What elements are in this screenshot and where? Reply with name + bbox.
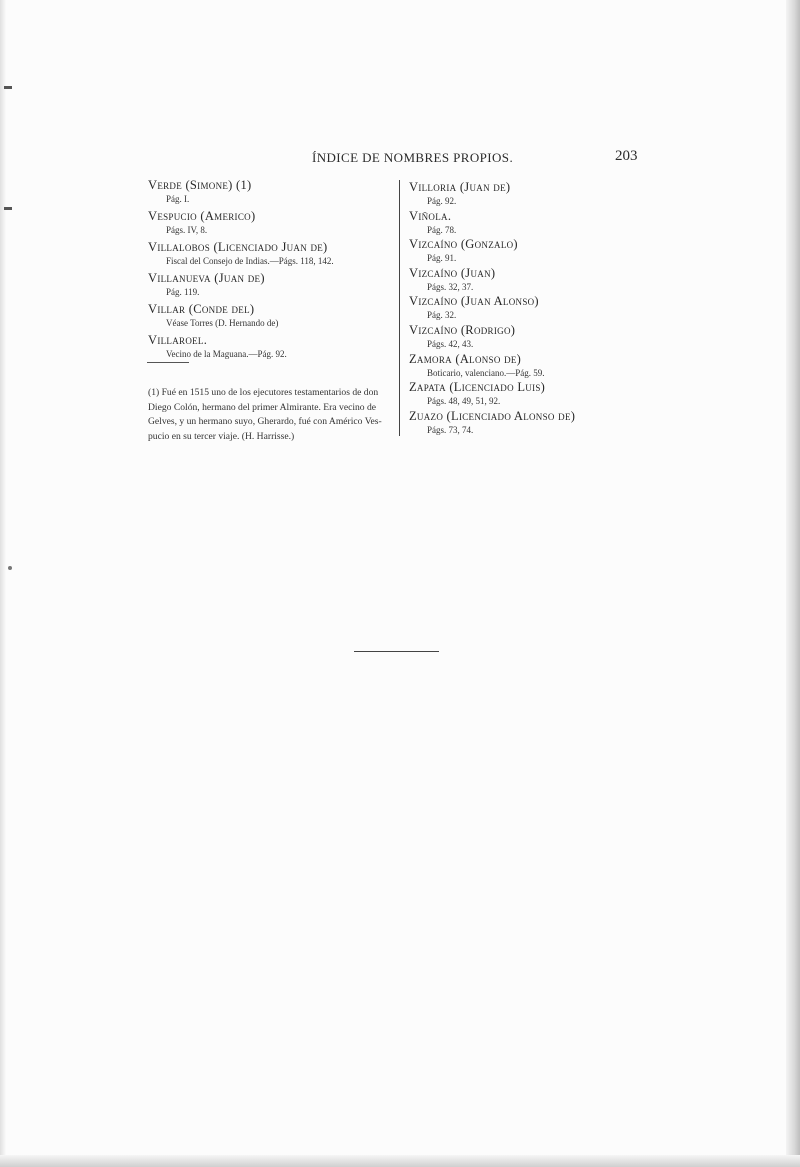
index-entry	[148, 271, 393, 302]
entry-name: Vizcaíno (Juan)	[409, 265, 496, 280]
entry-reference: Pág. 32.	[427, 310, 457, 321]
entry-reference: Pág. 91.	[427, 253, 457, 264]
footnote-line: pucio en su tercer viaje. (H. Harrisse.)	[148, 430, 295, 442]
running-head	[0, 150, 800, 170]
entry-name: Villalobos (Licenciado Juan de)	[148, 240, 328, 254]
page-right-edge	[786, 0, 800, 1167]
entry-name: Zamora (Alonso de)	[409, 351, 522, 366]
entry-reference: Véase Torres (D. Hernando de)	[166, 318, 279, 328]
entry-reference: Págs. IV, 8.	[166, 225, 208, 235]
paper-speck	[8, 566, 12, 570]
entry-reference: Pág. 78.	[427, 224, 457, 235]
footnote-line: Diego Colón, hermano del primer Almirante. Era vecino de	[148, 401, 377, 413]
binding-mark	[4, 207, 12, 210]
index-entry	[409, 323, 639, 352]
index-entry	[409, 352, 639, 381]
index-entry	[148, 302, 393, 333]
entry-reference: Págs. 48, 49, 51, 92.	[427, 396, 501, 407]
page-bottom-edge	[0, 1155, 800, 1167]
entry-name: Viñola.	[409, 208, 452, 223]
entry-reference: Fiscal del Consejo de Indias.—Págs. 118, 142.	[166, 256, 334, 266]
entry-reference: Boticario, valenciano.—Pág. 59.	[427, 367, 545, 378]
entry-name: Villanueva (Juan de)	[148, 271, 265, 285]
index-entry	[148, 240, 393, 271]
entry-reference: Vecino de la Maguana.—Pág. 92.	[166, 349, 287, 359]
running-title: ÍNDICE DE NOMBRES PROPIOS.	[312, 150, 514, 165]
index-entry	[148, 333, 393, 364]
entry-reference: Págs. 32, 37.	[427, 281, 474, 292]
index-entry	[409, 209, 639, 238]
index-left-column	[148, 178, 393, 364]
index-entry	[409, 266, 639, 295]
entry-name: Zuazo (Licenciado Alonso de)	[409, 408, 576, 423]
footnote-line: (1) Fué en 1515 uno de los ejecutores testamentarios de don	[148, 387, 379, 398]
entry-name: Vizcaíno (Gonzalo)	[409, 237, 518, 252]
footnote	[148, 386, 388, 444]
index-entry	[409, 409, 639, 438]
index-entry	[409, 180, 639, 209]
entry-reference: Págs. 42, 43.	[427, 338, 474, 349]
binding-mark	[4, 86, 12, 89]
footnote-rule	[147, 362, 189, 363]
entry-reference: Págs. 73, 74.	[427, 424, 474, 435]
entry-reference: Pág. I.	[166, 194, 190, 204]
entry-name: Villoria (Juan de)	[409, 180, 511, 194]
index-entry	[148, 209, 393, 240]
index-entry	[148, 178, 393, 209]
entry-reference: Pág. 119.	[166, 287, 200, 297]
entry-name: Zapata (Licenciado Luis)	[409, 380, 546, 395]
index-entry	[409, 237, 639, 266]
index-entry	[409, 380, 639, 409]
index-entry	[409, 294, 639, 323]
entry-name: Villaroel.	[148, 333, 208, 347]
column-divider	[399, 180, 400, 436]
footnote-line: Gelves, y un hermano suyo, Gherardo, fué con Américo Ves-	[148, 416, 382, 427]
entry-name: Vizcaíno (Rodrigo)	[409, 322, 516, 337]
entry-name: Villar (Conde del)	[148, 302, 255, 316]
entry-name: Vizcaíno (Juan Alonso)	[409, 294, 539, 309]
entry-reference: Pág. 92.	[427, 196, 457, 206]
index-right-column	[409, 180, 639, 437]
entry-name: Vespucio (Americo)	[148, 209, 256, 223]
end-of-page-rule	[354, 651, 439, 652]
page-left-edge	[0, 0, 6, 1167]
page-number: 203	[615, 148, 638, 164]
entry-name: Verde (Simone) (1)	[148, 178, 252, 192]
